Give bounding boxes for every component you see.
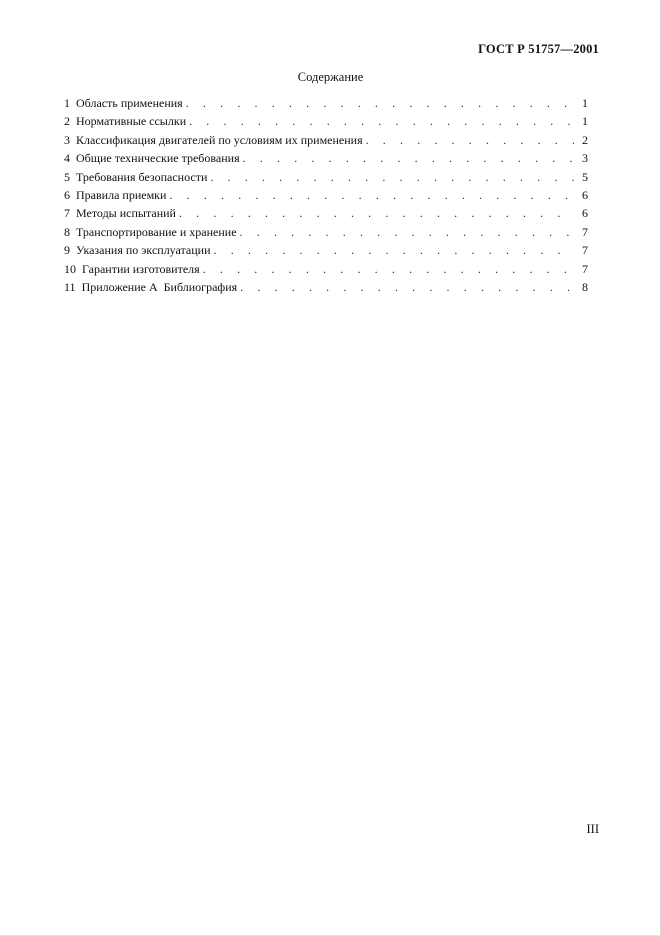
toc-entry-page: 1 xyxy=(582,96,588,110)
toc-entry-number: 6 xyxy=(64,187,70,202)
toc-title: Содержание xyxy=(297,70,364,84)
page-number: III xyxy=(586,822,599,836)
toc-entry-number: 8 xyxy=(64,224,70,239)
toc-entry-page: 3 xyxy=(582,151,588,166)
toc-entry-9[interactable] xyxy=(64,241,588,259)
toc-entry-number: 4 xyxy=(64,151,70,166)
toc-dot-leader xyxy=(169,186,574,204)
toc-entry-page: 2 xyxy=(582,132,588,147)
table-of-contents xyxy=(64,94,588,296)
toc-entry-page: 8 xyxy=(582,279,588,294)
toc-entry-3[interactable] xyxy=(64,131,588,149)
toc-entry-7[interactable] xyxy=(64,204,588,222)
toc-dot-leader xyxy=(203,260,574,278)
toc-entry-8[interactable] xyxy=(64,223,588,241)
toc-entry-label: Транспортирование и хранение xyxy=(76,224,237,239)
toc-entry-number: 2 xyxy=(64,114,70,129)
toc-dot-leader xyxy=(210,168,574,186)
toc-dot-leader xyxy=(240,278,574,296)
toc-entry-2[interactable] xyxy=(64,112,588,130)
toc-entry-number: 5 xyxy=(64,169,70,184)
toc-entry-label: Методы испытаний xyxy=(76,206,176,221)
toc-entry-label: Гарантии изготовителя xyxy=(82,261,200,276)
toc-entry-page: 5 xyxy=(582,169,588,184)
toc-dot-leader xyxy=(189,112,574,130)
toc-entry-page: 6 xyxy=(582,187,588,202)
toc-entry-6[interactable] xyxy=(64,186,588,204)
toc-entry-label: Правила приемки xyxy=(76,187,167,202)
toc-dot-leader xyxy=(240,223,574,241)
toc-entry-label: Нормативные ссылки xyxy=(76,114,187,129)
toc-entry-page: 1 xyxy=(582,114,588,129)
toc-dot-leader xyxy=(214,241,574,259)
toc-entry-5[interactable] xyxy=(64,168,588,186)
toc-entry-number: 9 xyxy=(64,243,70,258)
toc-entry-10[interactable] xyxy=(64,260,588,278)
toc-entry-number: 3 xyxy=(64,132,70,147)
toc-entry-number: 7 xyxy=(64,206,70,221)
toc-entry-page: 6 xyxy=(582,206,588,221)
toc-entry-label: Указания по эксплуатации xyxy=(76,243,211,258)
toc-entry-number: 11 xyxy=(64,279,76,294)
toc-dot-leader xyxy=(186,94,574,112)
toc-entry-4[interactable] xyxy=(64,149,588,167)
toc-entry-page: 7 xyxy=(582,224,588,239)
standard-designation: ГОСТ Р 51757—2001 xyxy=(478,42,599,56)
toc-entry-page: 7 xyxy=(582,243,588,258)
toc-entry-number: 1 xyxy=(64,96,70,110)
toc-entry-page: 7 xyxy=(582,261,588,276)
toc-entry-1[interactable] xyxy=(64,94,588,112)
toc-entry-label: Общие технические требования xyxy=(76,151,240,166)
toc-dot-leader xyxy=(179,204,574,222)
toc-dot-leader xyxy=(366,131,574,149)
toc-dot-leader xyxy=(243,149,574,167)
toc-entry-11[interactable] xyxy=(64,278,588,296)
toc-entry-label: Область применения xyxy=(76,96,183,110)
toc-entry-label: Приложение А Библиография xyxy=(81,279,238,294)
toc-entry-number: 10 xyxy=(64,261,76,276)
toc-entry-label: Классификация двигателей по условиям их применения xyxy=(76,132,363,147)
toc-entry-label: Требования безопасности xyxy=(76,169,208,184)
